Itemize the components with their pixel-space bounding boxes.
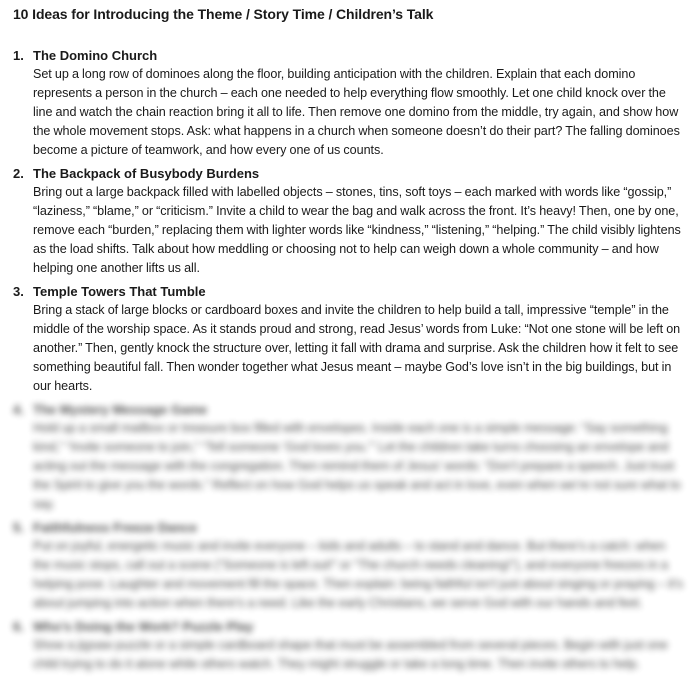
idea-body <box>33 617 685 674</box>
idea-body <box>33 164 685 278</box>
idea-text: Bring a stack of large blocks or cardboard boxes and invite the children to help build a tall, impressive “temple” in the middle of the worship space. As it stands proud and strong, read Jesus’ words from Luke: “Not one stone will be left on another.” Then, gently knock the structure over, letting it fall with drama and surprise. Ask the children how it felt to see something beautiful fall. Then wonder together what Jesus meant – maybe God’s love isn’t in the big buildings, but in our hearts. <box>33 303 681 393</box>
idea-body <box>33 518 685 613</box>
idea-item <box>13 164 693 278</box>
idea-title: The Domino Church <box>33 48 158 63</box>
idea-number: 1. <box>13 48 24 63</box>
idea-item <box>13 282 693 396</box>
idea-number: 3. <box>13 284 24 299</box>
idea-number: 4. <box>13 402 24 417</box>
idea-title: The Backpack of Busybody Burdens <box>33 166 260 181</box>
idea-number: 5. <box>13 520 24 535</box>
idea-text: Show a jigsaw puzzle or a simple cardboard shape that must be assembled from several pieces. Begin with just one child trying to do it alone while others watch. They might struggle or take a long time. Then invite others to help. <box>33 638 668 671</box>
idea-title: Who’s Doing the Work? Puzzle Play <box>33 619 254 634</box>
idea-number: 2. <box>13 166 24 181</box>
idea-title: Faithfulness Freeze Dance <box>33 520 197 535</box>
idea-text: Put on joyful, energetic music and invite everyone – kids and adults – to stand and dance. But there’s a catch: when the music stops, call out a scene (“Someone is left out!” or “The church needs cleaning!”), and everyone freezes in a helping pose. Laughter and movement fill the space. Then explain: being faithful isn’t just about singing or praying – it’s about jumping into action when there’s a need. Like the early Christians, we serve God with our hands and feet. <box>33 539 683 610</box>
idea-body <box>33 400 685 514</box>
document-title: 10 Ideas for Introducing the Theme / Story Time / Children’s Talk <box>13 6 434 22</box>
idea-item-blurred <box>13 400 693 514</box>
idea-title: The Mystery Message Game <box>33 402 208 417</box>
idea-item-blurred <box>13 518 693 613</box>
idea-text: Hold up a small mailbox or treasure box filled with envelopes. Inside each one is a simple message: “Say something kind,” “Invite someone to join,” “Tell someone ‘God loves you.’” Let the children take turns choosing an envelope and acting out the message with the congregation. Then remind them of Jesus’ words: “Don’t prepare a speech. Just trust the Spirit to give you the words.” Reflect on how God helps us speak and act in love, even when we’re not sure what to say. <box>33 421 681 511</box>
ideas-list <box>13 46 693 678</box>
idea-body <box>33 46 685 160</box>
idea-item <box>13 46 693 160</box>
idea-text: Set up a long row of dominoes along the floor, building anticipation with the children. Explain that each domino represents a person in the church – each one needed to help everything flow smoothly. Let one child knock over the line and watch the chain reaction bring it all to life. Then remove one domino from the middle, try again, and show how the whole movement stops. Ask: what happens in a church when someone doesn’t do their part? The falling dominoes become a picture of teamwork, and how every one of us counts. <box>33 67 680 157</box>
idea-text: Bring out a large backpack filled with labelled objects – stones, tins, soft toys – each marked with words like “gossip,” “laziness,” “blame,” or “criticism.” Invite a child to wear the bag and walk across the front. It’s heavy! Then, one by one, remove each “burden,” replacing them with lighter words like “kindness,” “listening,” “helping.” The child visibly lightens as the load shifts. Talk about how meddling or choosing not to help can weigh down a whole community – and how helping one another lifts us all. <box>33 185 681 275</box>
idea-item-blurred <box>13 617 693 674</box>
idea-number: 6. <box>13 619 24 634</box>
idea-title: Temple Towers That Tumble <box>33 284 206 299</box>
idea-body <box>33 282 685 396</box>
